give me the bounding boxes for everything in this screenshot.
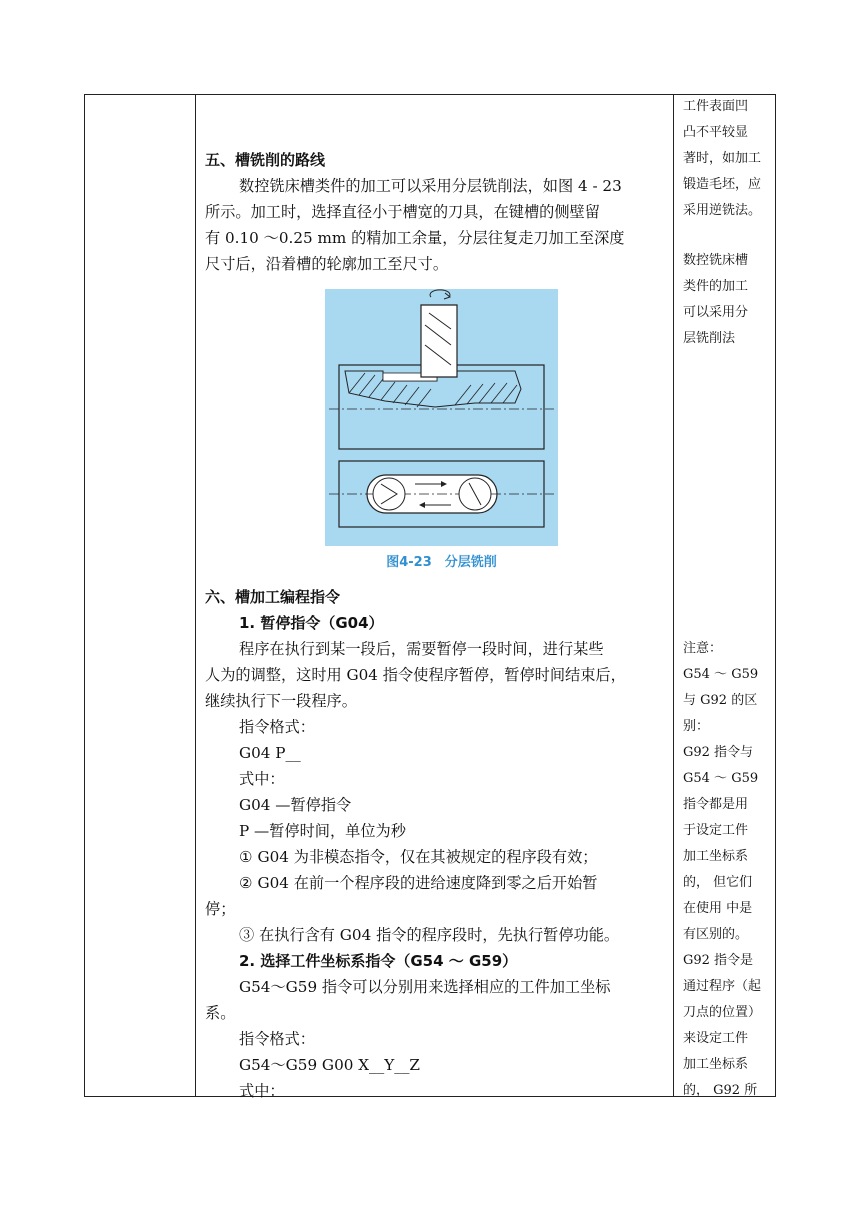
g04-format: G04 P__ bbox=[239, 744, 301, 762]
side-note-c-line: 有区别的。 bbox=[683, 927, 749, 942]
side-note-c bbox=[683, 640, 769, 1108]
sub1-para-line-1: 程序在执行到某一段后，需要暂停一段时间，进行某些 bbox=[239, 640, 604, 658]
sub2-heading: 2. 选择工件坐标系指令（G54 ～ G59） bbox=[239, 952, 518, 970]
column-divider-2 bbox=[673, 95, 674, 1096]
side-note-c-line: G54 ～ G59 bbox=[683, 667, 759, 682]
layered-milling-illustration bbox=[325, 289, 558, 546]
side-note-c-line: G92 指令是 bbox=[683, 953, 754, 968]
note-3: ③ 在执行含有 G04 指令的程序段时，先执行暂停功能。 bbox=[239, 926, 620, 944]
side-note-c-line: 来设定工件 bbox=[683, 1031, 749, 1046]
where-label-2: 式中： bbox=[239, 1082, 285, 1100]
note-2a: ② G04 在前一个程序段的进给速度降到零之后开始暂 bbox=[239, 874, 598, 892]
side-note-c-line: 刀点的位置） bbox=[683, 1005, 762, 1020]
p-definition: P —暂停时间，单位为秒 bbox=[239, 822, 406, 840]
sub1-heading: 1. 暂停指令（G04） bbox=[239, 614, 384, 632]
section5-para-line-3: 有 0.10 ～0.25 mm 的精加工余量，分层往复走刀加工至深度 bbox=[205, 229, 625, 247]
format-label-2: 指令格式： bbox=[239, 1030, 315, 1048]
note-2b: 停； bbox=[205, 900, 236, 918]
side-note-b-line: 类件的加工 bbox=[683, 279, 749, 294]
side-note-a-line: 锻造毛坯，应 bbox=[683, 177, 762, 192]
g04-definition: G04 —暂停指令 bbox=[239, 796, 352, 814]
section5-para-line-1: 数控铣床槽类件的加工可以采用分层铣削法，如图 4 - 23 bbox=[239, 177, 622, 195]
side-note-c-line: 与 G92 的区 bbox=[683, 693, 758, 708]
side-note-a-line: 著时，如加工 bbox=[683, 151, 762, 166]
side-note-c-line: 别： bbox=[683, 719, 710, 734]
side-note-c-line: 在使用 中是 bbox=[683, 901, 753, 916]
section5-para-line-4: 尺寸后，沿着槽的轮廓加工至尺寸。 bbox=[205, 255, 448, 273]
section5-heading: 五、槽铣削的路线 bbox=[205, 151, 326, 169]
side-note-b bbox=[683, 252, 769, 356]
side-note-c-line: G54 ～ G59 bbox=[683, 771, 759, 786]
side-note-a-line: 采用逆铣法。 bbox=[683, 203, 762, 218]
side-note-c-line: 的， G92 所 bbox=[683, 1083, 758, 1098]
section6-heading: 六、槽加工编程指令 bbox=[205, 588, 341, 606]
side-note-c-line: 指令都是用 bbox=[683, 797, 749, 812]
lesson-table bbox=[84, 94, 776, 1100]
format-label: 指令格式： bbox=[239, 718, 315, 736]
sub2-para-line-1: G54～G59 指令可以分别用来选择相应的工件加工坐标 bbox=[239, 978, 611, 996]
side-note-c-line: G92 指令与 bbox=[683, 745, 754, 760]
sub2-para-line-2: 系。 bbox=[205, 1004, 236, 1022]
figure-caption: 图4-23 分层铣削 bbox=[386, 555, 497, 570]
column-divider-1 bbox=[195, 95, 196, 1096]
side-note-b-line: 层铣削法 bbox=[683, 331, 736, 346]
side-note-c-line: 通过程序（起 bbox=[683, 979, 762, 994]
side-note-c-line: 加工坐标系 bbox=[683, 1057, 749, 1072]
note-1: ① G04 为非模态指令，仅在其被规定的程序段有效； bbox=[239, 848, 598, 866]
side-note-c-line: 加工坐标系 bbox=[683, 849, 749, 864]
side-note-a-line: 工件表面凹 bbox=[683, 99, 749, 114]
sub1-para-line-3: 继续执行下一段程序。 bbox=[205, 692, 357, 710]
where-label: 式中： bbox=[239, 770, 285, 788]
side-note-c-line: 的， 但它们 bbox=[683, 875, 753, 890]
section5-para-line-2: 所示。加工时，选择直径小于槽宽的刀具，在键槽的侧壁留 bbox=[205, 203, 600, 221]
slot-milling-figure bbox=[325, 289, 558, 570]
side-note-b-line: 数控铣床槽 bbox=[683, 253, 749, 268]
side-note-b-line: 可以采用分 bbox=[683, 305, 749, 320]
side-note-c-line: 注意： bbox=[683, 641, 723, 656]
side-note-c-line: 于设定工件 bbox=[683, 823, 749, 838]
side-note-a-line: 凸不平较显 bbox=[683, 125, 749, 140]
sub1-para-line-2: 人为的调整，这时用 G04 指令使程序暂停，暂停时间结束后， bbox=[205, 666, 626, 684]
side-note-a bbox=[683, 98, 769, 228]
g54-format: G54～G59 G00 X__Y__Z bbox=[239, 1056, 420, 1074]
